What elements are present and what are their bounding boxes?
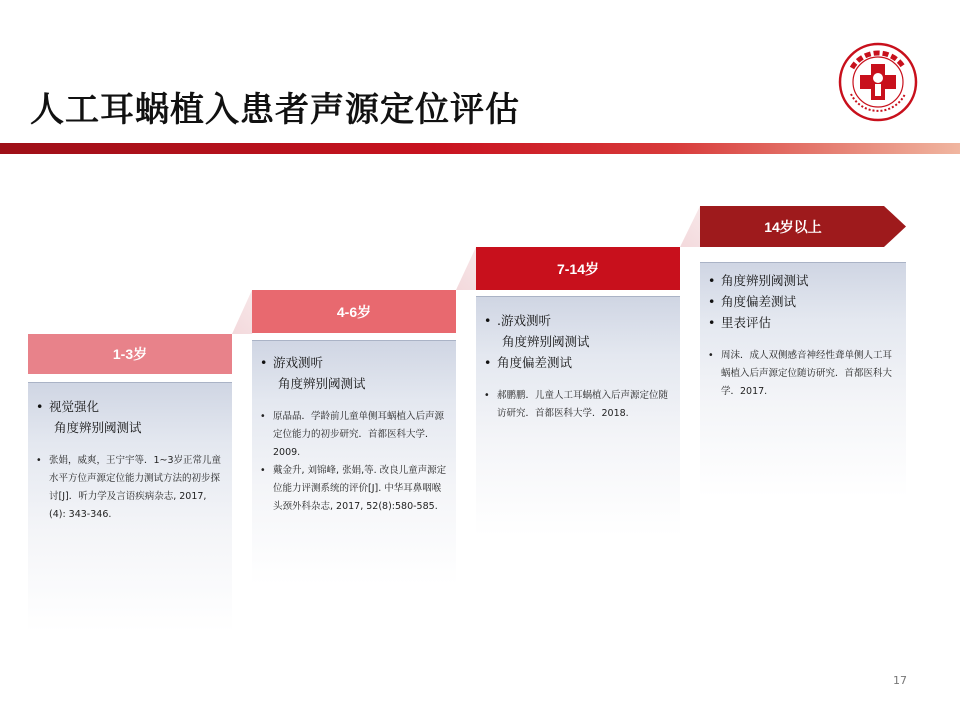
stage-2-ref-1: • 原晶晶．学龄前儿童单侧耳蜗植入后声源定位能力的初步研究．首都医科大学．2009. xyxy=(258,408,450,462)
stage-2-item-1: • 游戏测听 xyxy=(258,352,450,373)
stage-panel-7-14 xyxy=(476,296,680,536)
stage-header-1-3: 1-3岁 xyxy=(28,334,232,374)
stage-2-ref-2: • 戴金升, 刘锦峰, 张娟,等. 改良儿童声源定位能力评测系统的评价[J]. 中华耳鼻咽喉头颈外科杂志, 2017, 52(8):580-585. xyxy=(258,462,450,516)
stage-panel-14plus xyxy=(700,262,906,497)
stage-panel-4-6 xyxy=(252,340,456,585)
stage-1-ref-1: • 张娟，威爽，王宁宇等．1~3岁正常儿童水平方位声源定位能力测试方法的初步探讨[J]．听力学及言语疾病杂志, 2017, (4): 343-346. xyxy=(34,452,226,524)
slide-title: 人工耳蜗植入患者声源定位评估 xyxy=(30,90,520,130)
stage-1-item-2: 角度辨别阈测试 xyxy=(54,420,142,435)
stage-header-14plus: 14岁以上 xyxy=(764,218,822,235)
stage-header-4-6: 4-6岁 xyxy=(252,290,456,333)
stage-1-item-1: • 视觉强化 xyxy=(34,396,226,417)
stage-4-item-3: • 里表评估 xyxy=(706,312,900,333)
stage-3-item-2: 角度辨别阈测试 xyxy=(502,334,590,349)
stage-3-item-1: • .游戏测听 xyxy=(482,310,674,331)
stage-4-item-2: • 角度偏差测试 xyxy=(706,291,900,312)
stage-4-ref-1: • 周沫．成人双侧感音神经性聋单侧人工耳蜗植入后声源定位随访研究．首都医科大学．2017. xyxy=(706,347,900,401)
stage-4-item-1: • 角度辨别阈测试 xyxy=(706,270,900,291)
page-number: 17 xyxy=(893,674,907,687)
stage-3-ref-1: • 郝鹏鹏．儿童人工耳蜗植入后声源定位随访研究．首都医科大学．2018. xyxy=(482,387,674,423)
stage-3-item-3: • 角度偏差测试 xyxy=(482,352,674,373)
stage-panel-1-3 xyxy=(28,382,232,632)
stage-2-item-2: 角度辨别阈测试 xyxy=(278,376,366,391)
stage-header-7-14: 7-14岁 xyxy=(476,247,680,290)
